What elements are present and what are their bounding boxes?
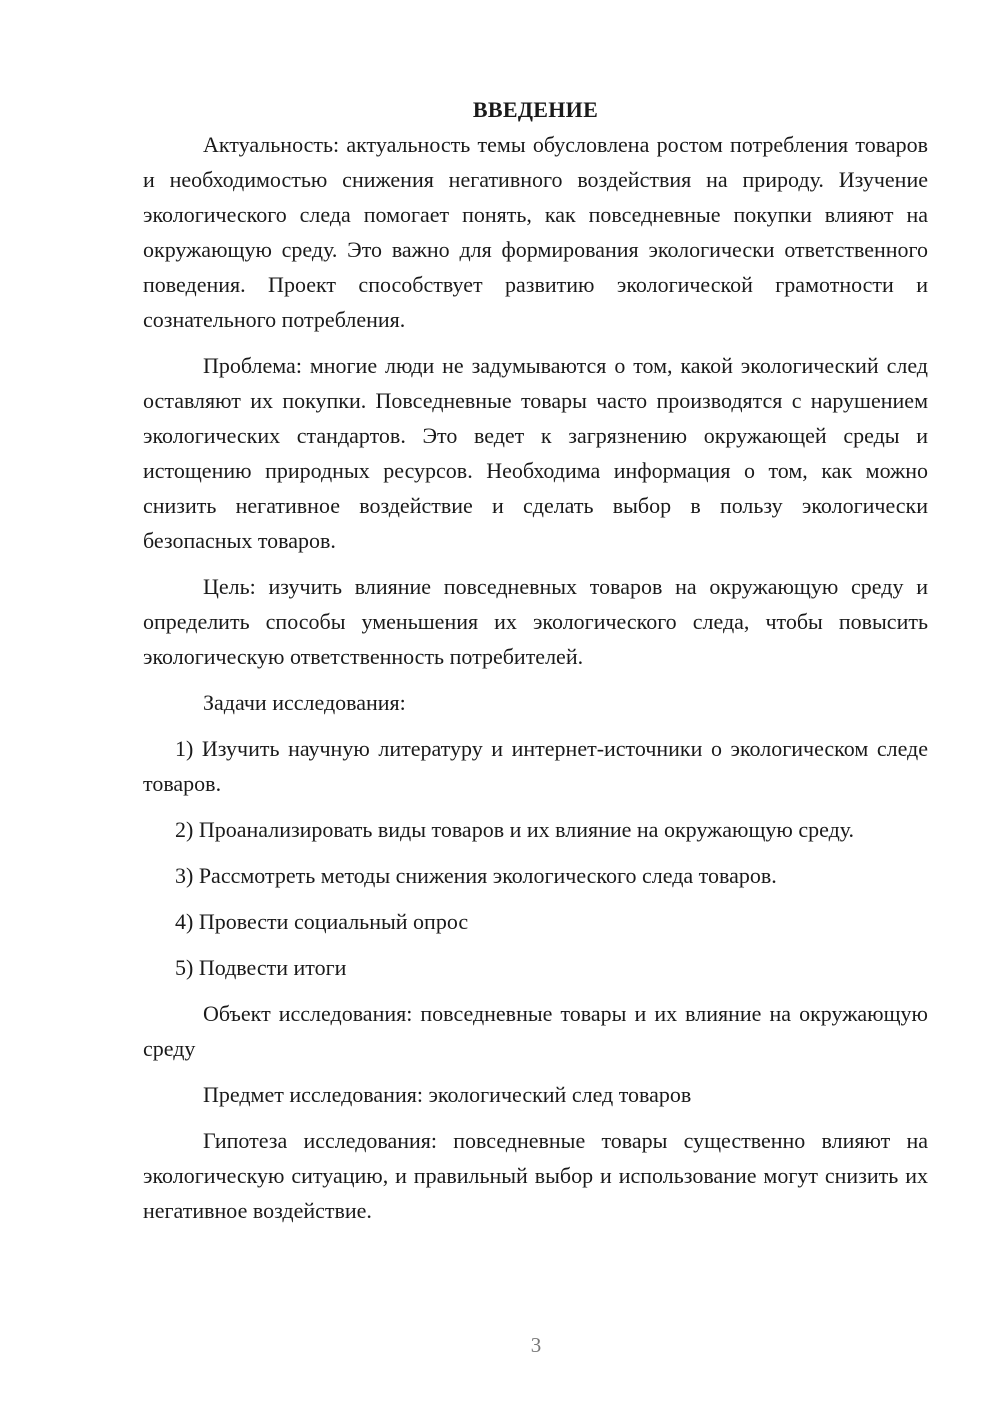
task-item-2: 2) Проанализировать виды товаров и их влияние на окружающую среду. (175, 817, 855, 842)
subject-paragraph: Предмет исследования: экологический след товаров (203, 1082, 692, 1107)
hypothesis-paragraph: Гипотеза исследования: повседневные товары существенно влияют на экологическую ситуацию, и правильный выбор и использование могут снизить их негативное воздействие. (143, 1128, 928, 1223)
task-item-5: 5) Подвести итоги (175, 955, 347, 980)
problem-paragraph: Проблема: многие люди не задумываются о том, какой экологический след оставляют их покупки. Повседневные товары часто производятся с нарушением экологических стандартов. Это ведет к загрязнению окружающей среды и истощению природных ресурсов. Необходима информация о том, как можно снизить негативное воздействие и сделать выбор в пользу экологически безопасных товаров. (143, 353, 928, 553)
tasks-title: Задачи исследования: (203, 690, 406, 715)
goal-paragraph: Цель: изучить влияние повседневных товаров на окружающую среду и определить способы уменьшения их экологического следа, чтобы повысить экологическую ответственность потребителей. (143, 574, 928, 669)
task-item-4: 4) Провести социальный опрос (175, 909, 469, 934)
task-item-1: 1) Изучить научную литературу и интернет-источники о экологическом следе товаров. (143, 736, 928, 796)
relevance-paragraph: Актуальность: актуальность темы обусловлена ростом потребления товаров и необходимостью снижения негативного воздействия на природу. Изучение экологического следа помогает понять, как повседневные покупки влияют на окружающую среду. Это важно для формирования экологически ответственного поведения. Проект способствует развитию экологической грамотности и сознательного потребления. (143, 132, 928, 332)
object-paragraph: Объект исследования: повседневные товары и их влияние на окружающую среду (143, 1001, 928, 1061)
task-item-3: 3) Рассмотреть методы снижения экологического следа товаров. (175, 863, 777, 888)
document-page (143, 92, 928, 1239)
page-number: 3 (530, 1333, 542, 1357)
page-title: ВВЕДЕНИЕ (472, 97, 599, 122)
